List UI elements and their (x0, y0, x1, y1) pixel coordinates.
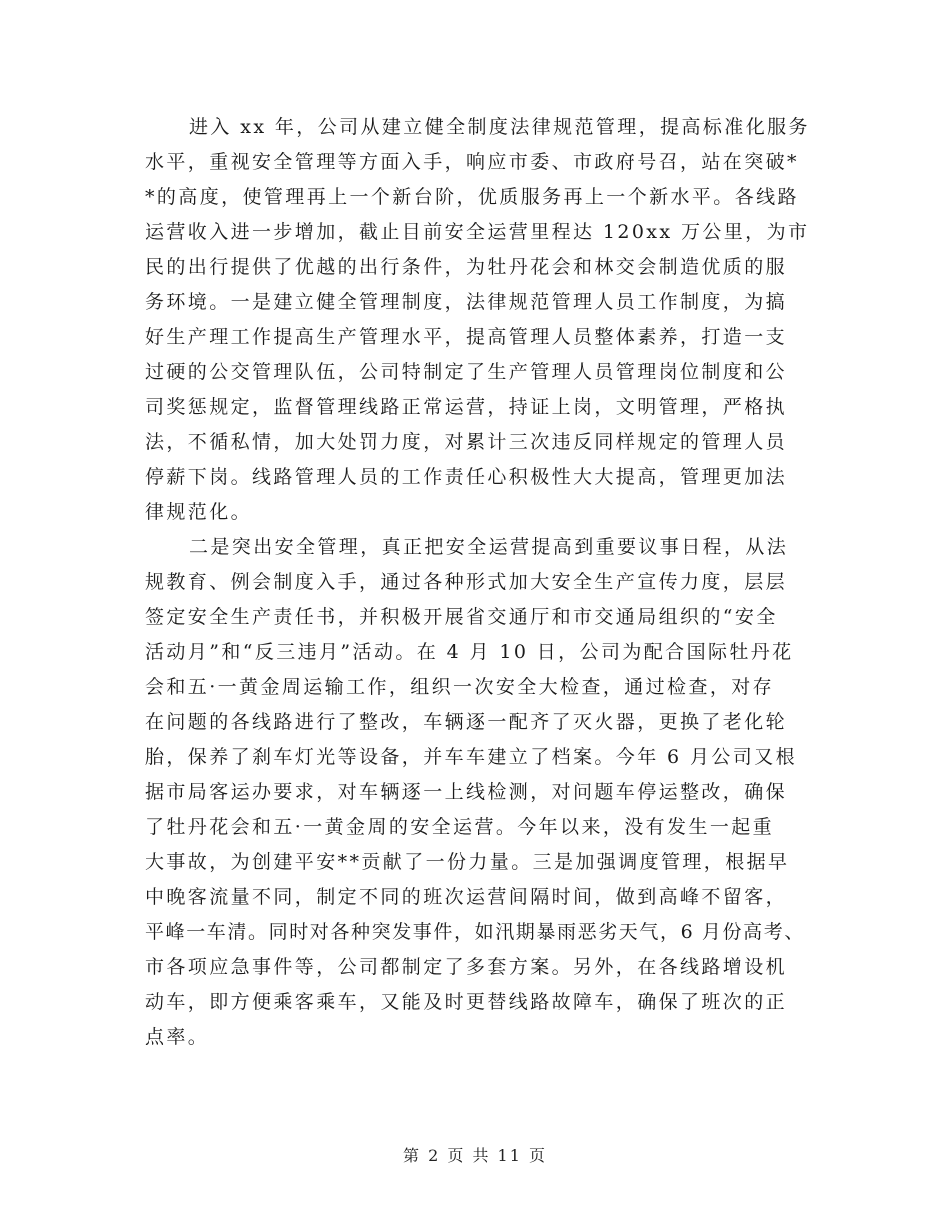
text-line: 法，不循私情，加大处罚力度，对累计三次违反同样规定的管理人员 (145, 431, 788, 453)
text-line: 进入 xx 年，公司从建立健全制度法律规范管理，提高标准化服务 (189, 116, 810, 138)
text-line: 好生产理工作提高生产管理水平，提高管理人员整体素养，打造一支 (145, 326, 788, 348)
text-line: 大事故，为创建平安**贡献了一份力量。三是加强调度管理，根据早 (145, 851, 790, 873)
text-line: 了牡丹花会和五·一黄金周的安全运营。今年以来，没有发生一起重 (145, 816, 775, 838)
text-line: 过硬的公交管理队伍，公司特制定了生产管理人员管理岗位制度和公 (145, 361, 788, 383)
text-line: 民的出行提供了优越的出行条件，为牡丹花会和林交会制造优质的服 (145, 256, 788, 278)
text-line: 市各项应急事件等，公司都制定了多套方案。另外，在各线路增设机 (145, 956, 788, 978)
text-line: 停薪下岗。线路管理人员的工作责任心积极性大大提高，管理更加法 (145, 466, 788, 488)
text-line: 据市局客运办要求，对车辆逐一上线检测，对问题车停运整改，确保 (145, 781, 788, 803)
text-line: 规教育、例会制度入手，通过各种形式加大安全生产宣传力度，层层 (145, 571, 788, 593)
text-line: 运营收入进一步增加，截止目前安全运营里程达 120xx 万公里，为市 (145, 221, 810, 243)
text-line: 水平，重视安全管理等方面入手，响应市委、市政府号召，站在突破* (145, 151, 799, 173)
text-line: 签定安全生产责任书，并积极开展省交通厅和市交通局组织的“安全 (145, 606, 778, 628)
text-line: 会和五·一黄金周运输工作，组织一次安全大检查，通过检查，对存 (145, 676, 775, 698)
text-line: 动车，即方便乘客乘车，又能及时更替线路故障车，确保了班次的正 (145, 991, 788, 1013)
page-footer: 第 2 页 共 11 页 (403, 1146, 547, 1165)
text-line: 在问题的各线路进行了整改，车辆逐一配齐了灭火器，更换了老化轮 (145, 711, 788, 733)
text-line: 律规范化。 (145, 501, 253, 523)
text-line: 务环境。一是建立健全管理制度，法律规范管理人员工作制度，为搞 (145, 291, 788, 313)
text-line: 胎，保养了刹车灯光等设备，并车车建立了档案。今年 6 月公司又根 (145, 746, 797, 768)
text-line: 活动月”和“反三违月”活动。在 4 月 10 日，公司为配合国际牡丹花 (145, 641, 794, 663)
text-line: 二是突出安全管理，真正把安全运营提高到重要议事日程，从法 (189, 536, 789, 558)
text-line: 中晚客流量不同，制定不同的班次运营间隔时间，做到高峰不留客， (145, 886, 788, 908)
text-line: 平峰一车清。同时对各种突发事件，如汛期暴雨恶劣天气，6 月份高考、 (145, 921, 805, 943)
text-line: 司奖惩规定，监督管理线路正常运营，持证上岗，文明管理，严格执 (145, 396, 788, 418)
text-line: 点率。 (145, 1026, 210, 1048)
text-line: *的高度，使管理再上一个新台阶，优质服务再上一个新水平。各线路 (145, 186, 799, 208)
